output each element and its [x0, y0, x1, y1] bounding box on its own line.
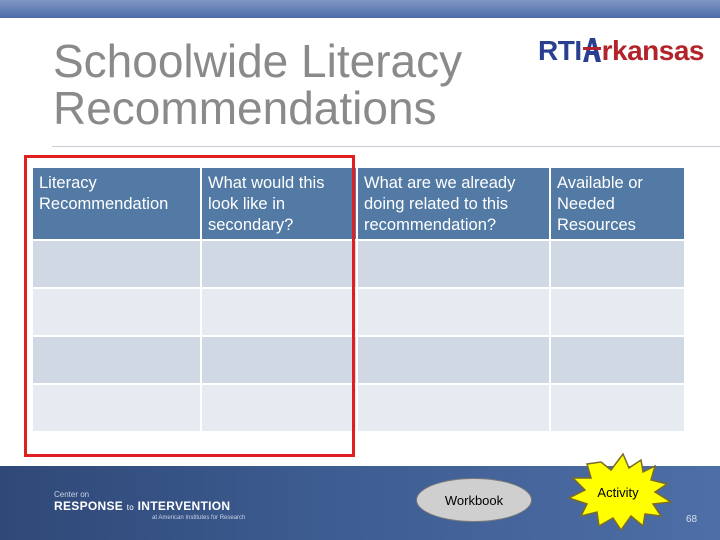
table-cell[interactable] — [550, 384, 685, 432]
footer-rti-center-name — [54, 499, 230, 513]
table-cell[interactable] — [550, 288, 685, 336]
logo-arkansas-state-icon — [583, 38, 601, 62]
table-cell[interactable] — [550, 336, 685, 384]
workbook-button-label: Workbook — [444, 492, 504, 508]
column-header-secondary: What would this look like in secondary? — [201, 167, 357, 240]
workbook-button[interactable] — [416, 478, 532, 522]
column-header-resources: Available or Needed Resources — [550, 167, 685, 240]
table-row — [32, 336, 685, 384]
slide-title-line-1: Schoolwide Literacy — [53, 35, 463, 87]
column-header-recommendation: Literacy Recommendation — [32, 167, 201, 240]
table-cell[interactable] — [201, 288, 357, 336]
slide-title-line-2: Recommendations — [53, 82, 437, 134]
table-cell[interactable] — [357, 288, 550, 336]
logo-arkansas-text: rkansas — [601, 35, 704, 66]
footer-response-text: RESPONSE — [54, 499, 124, 513]
table-cell[interactable] — [357, 336, 550, 384]
activity-button-label: Activity — [597, 485, 639, 500]
activity-button[interactable] — [543, 440, 693, 540]
slide-title — [53, 35, 463, 134]
table-cell[interactable] — [201, 384, 357, 432]
footer-intervention-text: INTERVENTION — [137, 499, 231, 513]
table-cell[interactable] — [357, 384, 550, 432]
table-cell[interactable] — [357, 240, 550, 288]
rti-arkansas-logo — [538, 36, 708, 66]
table-cell[interactable] — [550, 240, 685, 288]
table-cell[interactable] — [32, 288, 201, 336]
table-cell[interactable] — [201, 240, 357, 288]
table-row — [32, 384, 685, 432]
table-row — [32, 288, 685, 336]
footer-to-text: to — [126, 503, 135, 512]
top-accent-bar — [0, 0, 720, 18]
table-cell[interactable] — [32, 336, 201, 384]
recommendations-table — [31, 166, 686, 433]
footer-air-text: at American Institutes for Research — [152, 515, 246, 521]
table-cell[interactable] — [32, 384, 201, 432]
page-number: 68 — [686, 514, 698, 525]
column-header-already-doing: What are we already doing related to this recommendation? — [357, 167, 550, 240]
table-cell[interactable] — [32, 240, 201, 288]
table-cell[interactable] — [201, 336, 357, 384]
table-row — [32, 240, 685, 288]
title-divider — [52, 146, 720, 147]
table-header-row — [32, 167, 685, 240]
footer-center-on: Center on — [54, 490, 90, 499]
logo-rti-text: RTI — [538, 35, 582, 66]
